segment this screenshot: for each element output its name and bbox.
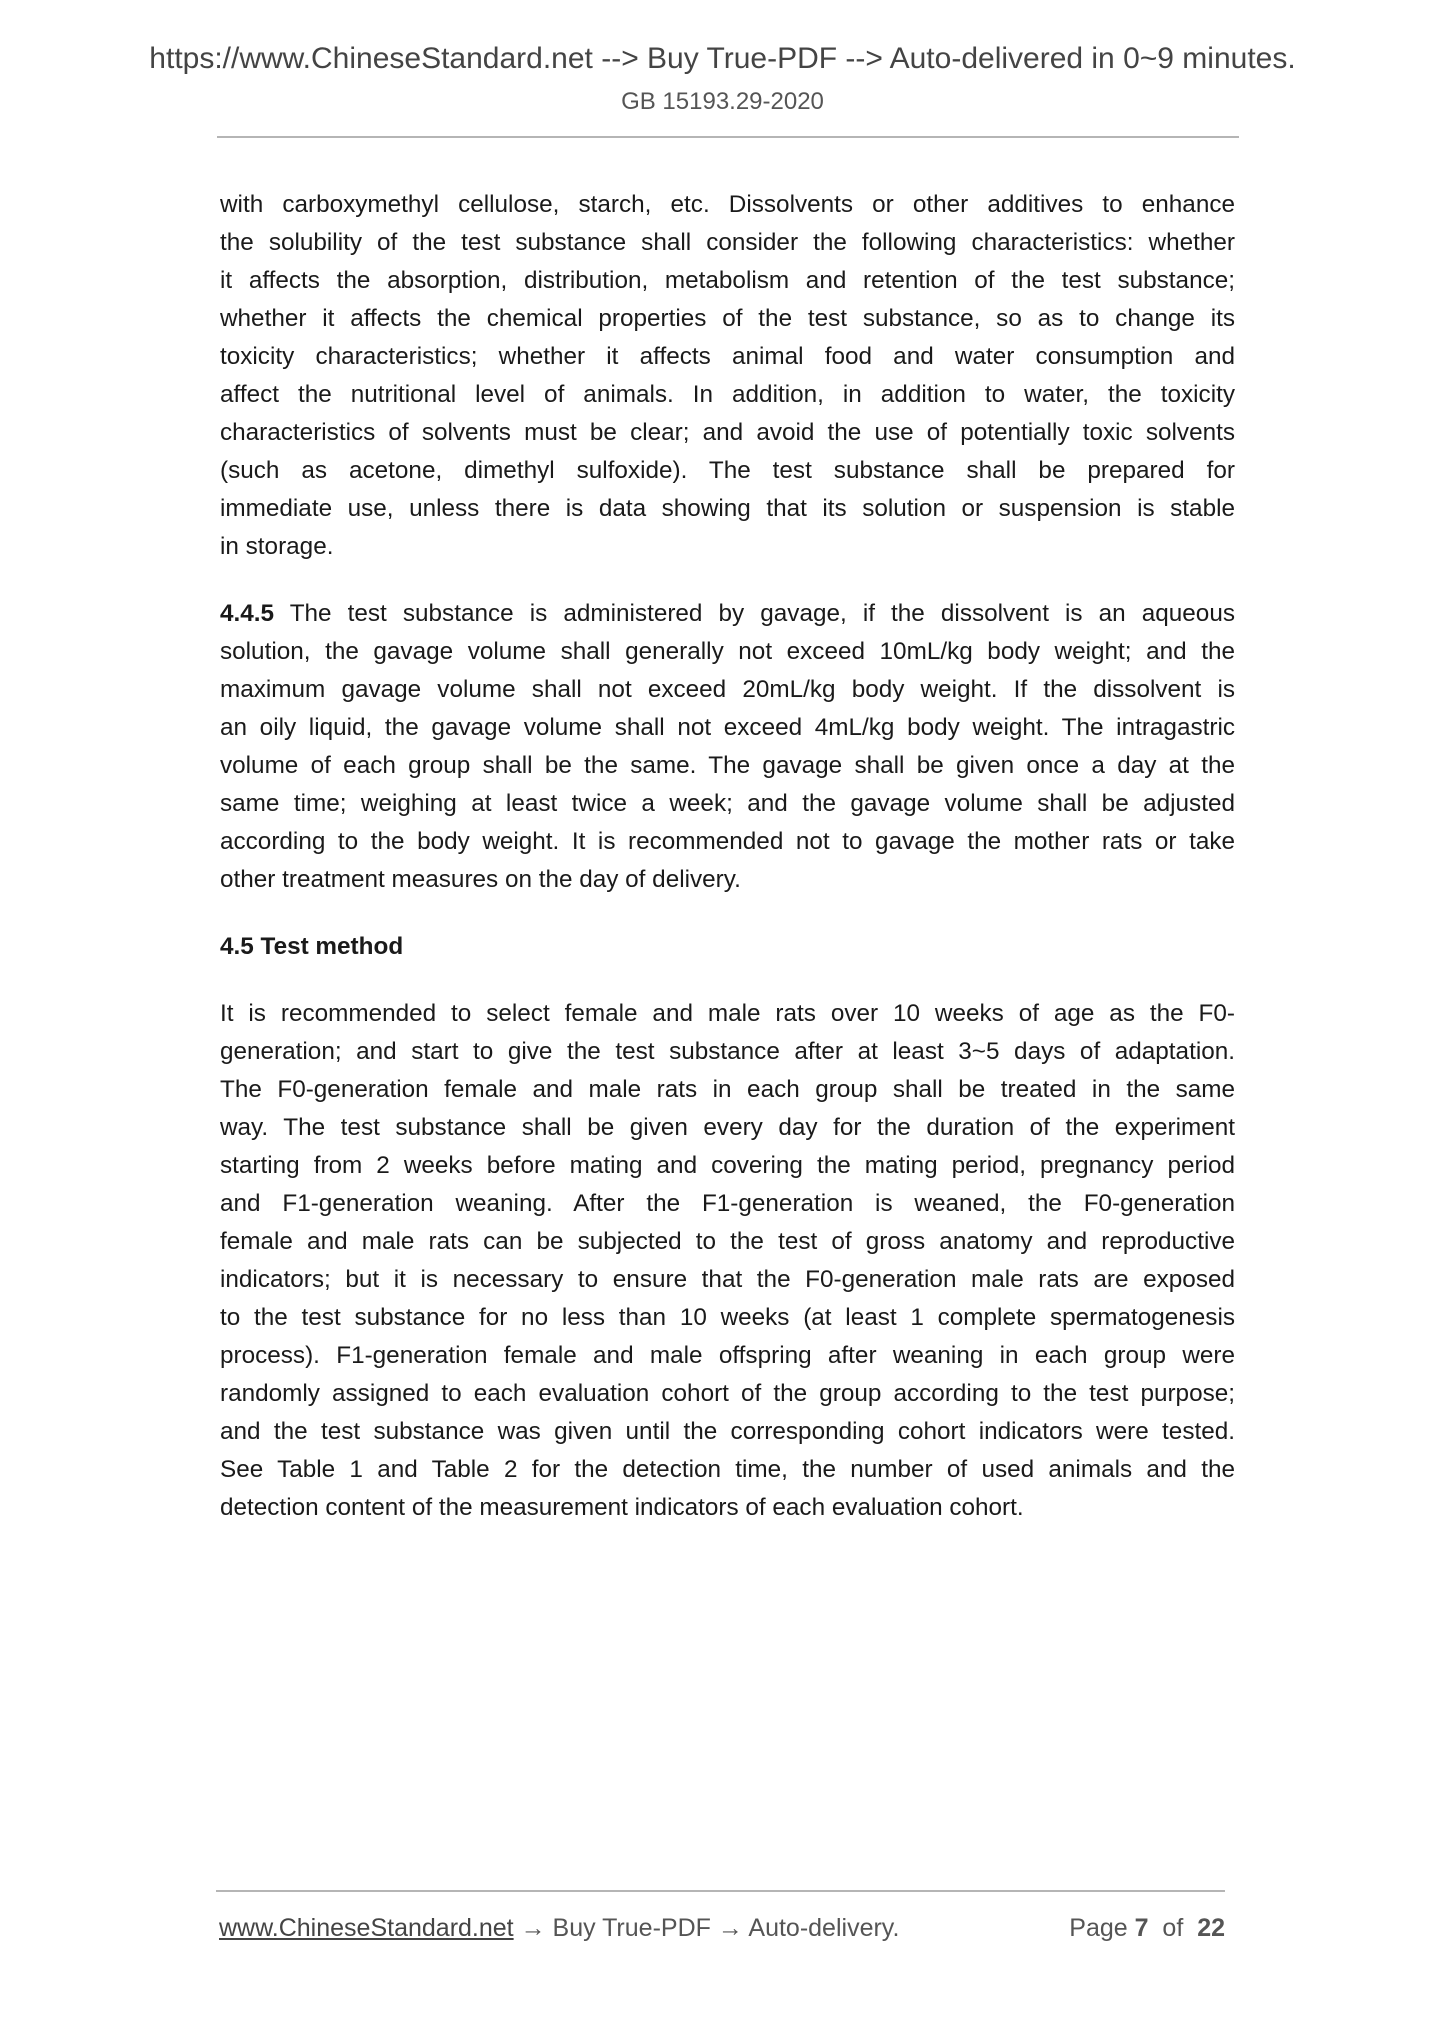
- text-line: toxicity characteristics; whether it affects animal food and water consumption and: [220, 343, 1235, 370]
- text-line: solution, the gavage volume shall generally not exceed 10mL/kg body weight; and the: [220, 638, 1235, 665]
- footer-divider: [216, 1890, 1225, 1892]
- page-label: Page: [1069, 1914, 1128, 1942]
- footer: [219, 1910, 1225, 1946]
- document-body: [220, 186, 1235, 1556]
- text-line: volume of each group shall be the same. The gavage shall be given once a day at the: [220, 752, 1235, 779]
- text-line: characteristics of solvents must be clear; and avoid the use of potentially toxic solvents: [220, 419, 1235, 446]
- clause-text: The test substance is administered by gavage, if the dissolvent is an aqueous: [274, 600, 1235, 627]
- text-line: It is recommended to select female and male rats over 10 weeks of age as the F0-: [220, 1000, 1235, 1027]
- text-line: starting from 2 weeks before mating and covering the mating period, pregnancy period: [220, 1152, 1235, 1179]
- text-line: in storage.: [220, 533, 334, 560]
- text-line: detection content of the measurement indicators of each evaluation cohort.: [220, 1494, 1024, 1521]
- page-number: 7: [1134, 1914, 1149, 1942]
- text-line: maximum gavage volume shall not exceed 20mL/kg body weight. If the dissolvent is: [220, 676, 1235, 703]
- text-line: [220, 595, 1235, 633]
- text-line: according to the body weight. It is recommended not to gavage the mother rats or take: [220, 828, 1235, 855]
- text-line: indicators; but it is necessary to ensure that the F0-generation male rats are exposed: [220, 1266, 1235, 1293]
- section-heading-4-5: 4.5 Test method: [220, 933, 404, 960]
- paragraph-test-method: [220, 995, 1235, 1527]
- footer-link[interactable]: www.ChineseStandard.net: [219, 1914, 514, 1942]
- footer-text: → Buy True-PDF → Auto-delivery.: [513, 1914, 900, 1942]
- text-line: (such as acetone, dimethyl sulfoxide). The test substance shall be prepared for: [220, 457, 1235, 484]
- text-line: other treatment measures on the day of delivery.: [220, 866, 741, 893]
- text-line: whether it affects the chemical properties of the test substance, so as to change its: [220, 305, 1235, 332]
- clause-number: 4.4.5: [220, 600, 275, 627]
- text-line: See Table 1 and Table 2 for the detection time, the number of used animals and the: [220, 1456, 1235, 1483]
- page-total: 22: [1197, 1914, 1225, 1942]
- text-line: The F0-generation female and male rats in each group shall be treated in the same: [220, 1076, 1235, 1103]
- paragraph-solvents: [220, 186, 1235, 566]
- text-line: process). F1-generation female and male offspring after weaning in each group were: [220, 1342, 1235, 1369]
- text-line: same time; weighing at least twice a week; and the gavage volume shall be adjusted: [220, 790, 1235, 817]
- of-label: of: [1162, 1914, 1184, 1942]
- text-line: randomly assigned to each evaluation cohort of the group according to the test purpose;: [220, 1380, 1235, 1407]
- text-line: an oily liquid, the gavage volume shall not exceed 4mL/kg body weight. The intragastric: [220, 714, 1235, 741]
- text-line: and the test substance was given until the corresponding cohort indicators were tested.: [220, 1418, 1235, 1445]
- text-line: the solubility of the test substance shall consider the following characteristics: whether: [220, 229, 1235, 256]
- text-line: and F1-generation weaning. After the F1-generation is weaned, the F0-generation: [220, 1190, 1235, 1217]
- header-divider: [217, 136, 1239, 138]
- standard-number: GB 15193.29-2020: [621, 88, 824, 115]
- page-indicator: [1069, 1910, 1225, 1946]
- text-line: with carboxymethyl cellulose, starch, etc. Dissolvents or other additives to enhance: [220, 191, 1235, 218]
- text-line: immediate use, unless there is data showing that its solution or suspension is stable: [220, 495, 1235, 522]
- text-line: it affects the absorption, distribution, metabolism and retention of the test substance;: [220, 267, 1235, 294]
- text-line: female and male rats can be subjected to the test of gross anatomy and reproductive: [220, 1228, 1235, 1255]
- text-line: generation; and start to give the test substance after at least 3~5 days of adaptation.: [220, 1038, 1235, 1065]
- header-banner: https://www.ChineseStandard.net --> Buy True-PDF --> Auto-delivered in 0~9 minutes.: [149, 42, 1296, 75]
- paragraph-4-4-5: [220, 595, 1235, 899]
- text-line: affect the nutritional level of animals. In addition, in addition to water, the toxicity: [220, 381, 1235, 408]
- text-line: to the test substance for no less than 10 weeks (at least 1 complete spermatogenesis: [220, 1304, 1235, 1331]
- text-line: way. The test substance shall be given every day for the duration of the experiment: [220, 1114, 1235, 1141]
